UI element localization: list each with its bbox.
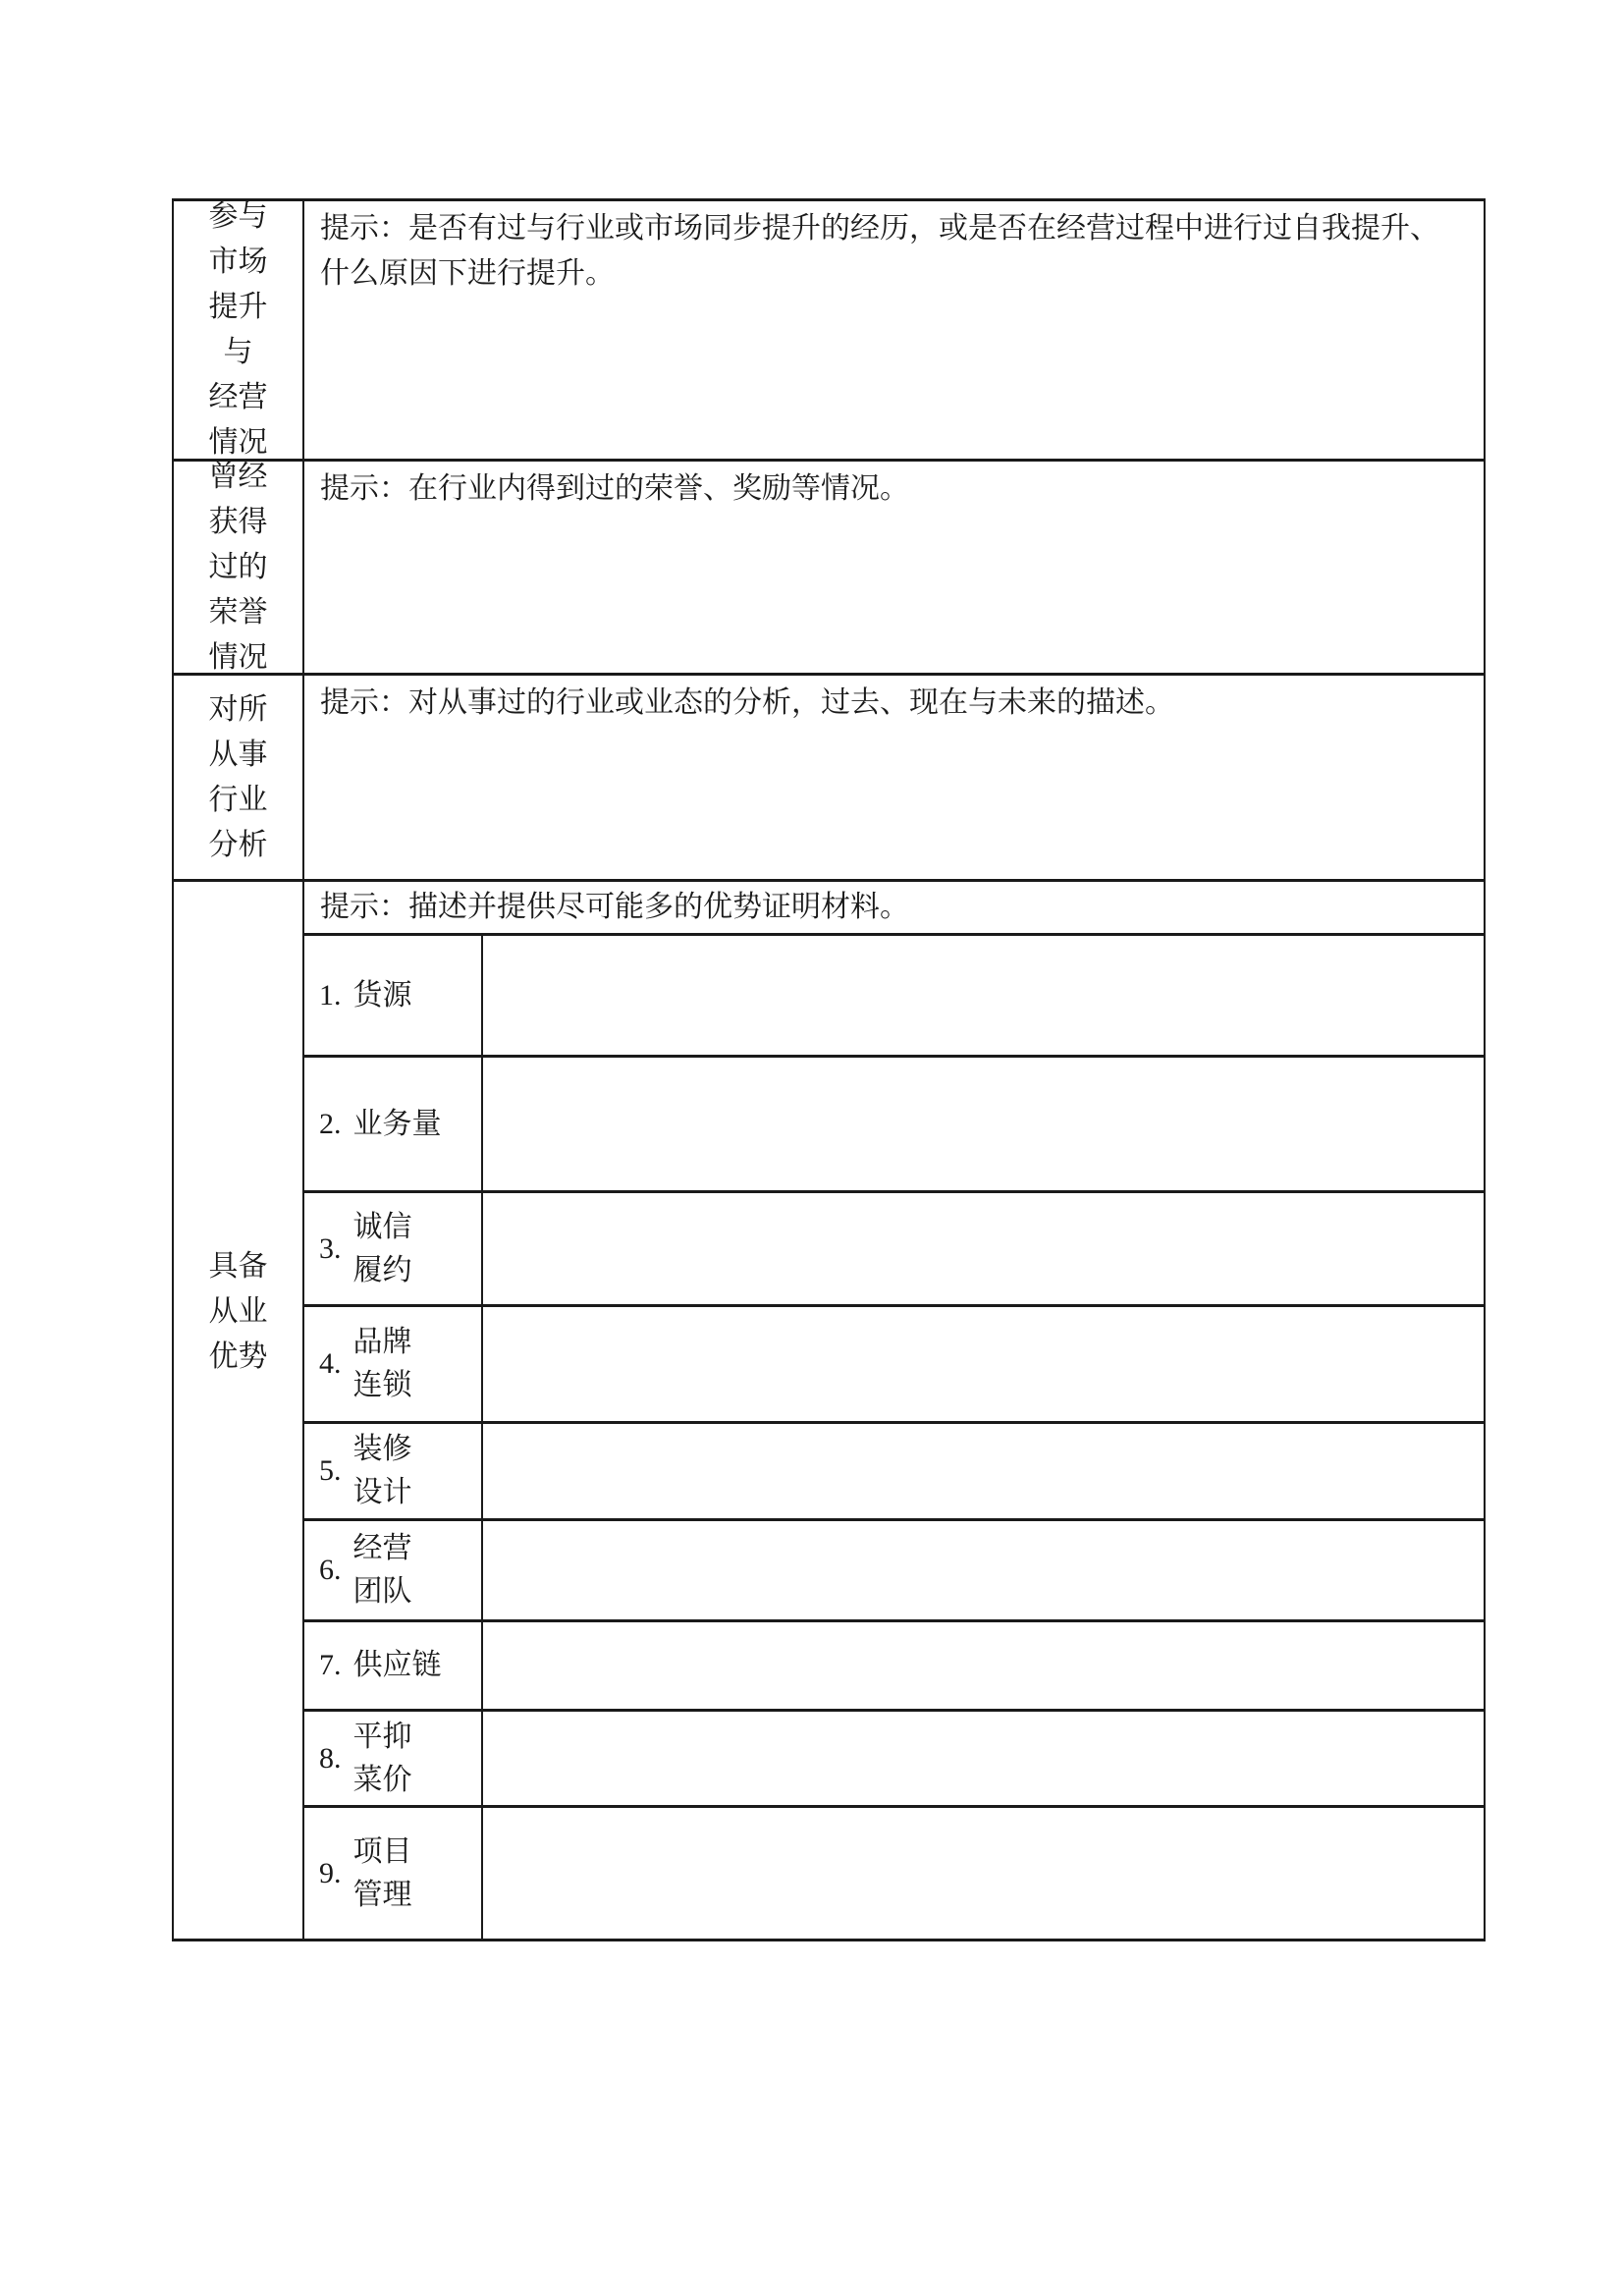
advantage-label-integrity <box>304 1193 483 1304</box>
advantage-label-text: 装修 设计 <box>352 1433 412 1508</box>
advantage-number: 4. <box>319 1347 342 1380</box>
advantage-label-text: 货源 <box>352 978 412 1011</box>
advantage-value-cell <box>483 1712 1484 1805</box>
advantages-content-column <box>304 882 1484 1939</box>
advantage-row-management-team <box>304 1521 1484 1622</box>
advantage-row-supply <box>304 936 1484 1058</box>
advantage-label-text: 经营 团队 <box>352 1532 412 1608</box>
advantage-number: 9. <box>319 1856 342 1889</box>
advantage-label-project-management <box>304 1808 483 1939</box>
row-label-text: 参与 市场 提升 与 经营 情况 <box>208 200 268 459</box>
advantage-value-cell <box>483 1521 1484 1619</box>
hint-text-advantages: 提示：描述并提供尽可能多的优势证明材料。 <box>320 891 909 923</box>
advantage-label-business-volume <box>304 1058 483 1190</box>
hint-cell-advantages <box>304 882 1484 936</box>
advantage-label-supply-chain <box>304 1622 483 1709</box>
advantage-label-text: 品牌 连锁 <box>352 1326 412 1401</box>
advantage-row-decoration-design <box>304 1424 1484 1521</box>
advantage-value-cell <box>483 936 1484 1055</box>
content-cell-market-improvement <box>304 201 1484 459</box>
advantage-label-supply <box>304 936 483 1055</box>
form-row-industry-analysis <box>174 676 1484 882</box>
advantage-row-business-volume <box>304 1058 1484 1193</box>
advantage-value-cell <box>483 1058 1484 1190</box>
advantage-value-cell <box>483 1622 1484 1709</box>
hint-text-industry-analysis: 提示：对从事过的行业或业态的分析，过去、现在与未来的描述。 <box>320 686 1174 719</box>
row-label-text: 具备 从业 优势 <box>208 1250 268 1373</box>
advantage-value-cell <box>483 1307 1484 1421</box>
advantage-row-price-stabilization <box>304 1712 1484 1808</box>
advantage-label-text: 供应链 <box>352 1649 442 1681</box>
content-cell-honors <box>304 462 1484 673</box>
form-table <box>172 198 1486 1941</box>
advantage-value-cell <box>483 1808 1484 1939</box>
advantage-number: 7. <box>319 1649 342 1681</box>
advantage-number: 1. <box>319 978 342 1011</box>
form-row-market-improvement <box>174 201 1484 462</box>
form-row-advantages <box>174 882 1484 1939</box>
form-row-honors <box>174 462 1484 676</box>
advantage-row-brand-chain <box>304 1307 1484 1424</box>
advantage-label-price-stabilization <box>304 1712 483 1805</box>
advantage-number: 6. <box>319 1554 342 1586</box>
advantage-label-text: 平抑 菜价 <box>352 1720 412 1796</box>
advantage-label-decoration-design <box>304 1424 483 1518</box>
advantage-label-text: 业务量 <box>352 1107 442 1140</box>
hint-text-honors: 提示：在行业内得到过的荣誉、奖励等情况。 <box>320 472 909 505</box>
advantage-row-project-management <box>304 1808 1484 1939</box>
advantage-label-text: 诚信 履约 <box>352 1210 412 1286</box>
row-label-advantages <box>174 882 304 1939</box>
advantage-label-text: 项目 管理 <box>352 1834 412 1911</box>
content-cell-industry-analysis <box>304 676 1484 879</box>
row-label-industry-analysis <box>174 676 304 879</box>
row-label-honors <box>174 462 304 673</box>
advantage-value-cell <box>483 1193 1484 1304</box>
advantage-number: 8. <box>319 1741 342 1775</box>
advantage-row-supply-chain <box>304 1622 1484 1712</box>
advantage-number: 2. <box>319 1107 342 1140</box>
row-label-text: 曾经 获得 过的 荣誉 情况 <box>208 460 268 674</box>
advantage-label-brand-chain <box>304 1307 483 1421</box>
advantage-label-management-team <box>304 1521 483 1619</box>
advantage-value-cell <box>483 1424 1484 1518</box>
advantage-row-integrity <box>304 1193 1484 1307</box>
row-label-market-improvement <box>174 201 304 459</box>
advantages-subtable <box>304 936 1484 1939</box>
hint-text-market-improvement: 提示：是否有过与行业或市场同步提升的经历，或是否在经营过程中进行过自我提升、 什么原因下进行提升。 <box>320 212 1439 290</box>
row-label-text: 对所 从事 行业 分析 <box>208 692 268 861</box>
advantage-number: 5. <box>319 1454 342 1487</box>
advantage-number: 3. <box>319 1231 342 1265</box>
